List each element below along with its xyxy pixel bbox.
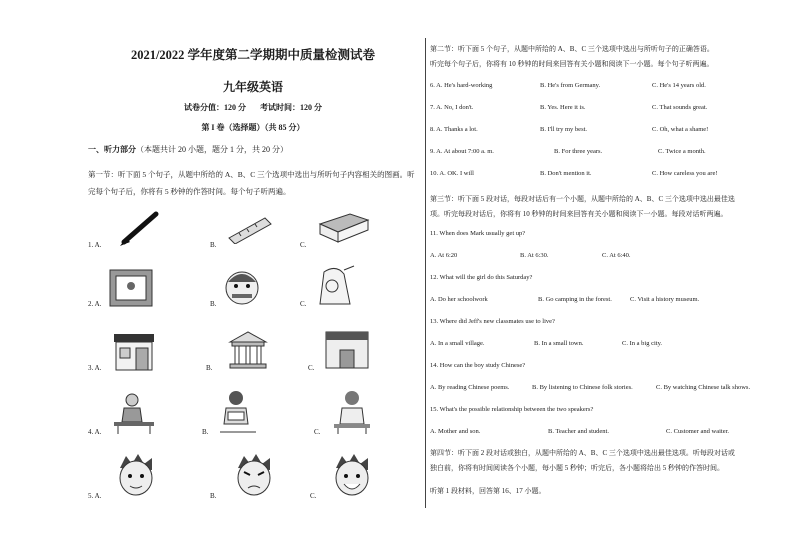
- q9-option-b: B. For three years.: [554, 148, 603, 155]
- question-label: 1. A.: [88, 241, 102, 249]
- q13-option-c: C. In a big city.: [622, 340, 663, 347]
- q13-stem: 13. Where did Jeff's new classmates use to live?: [430, 318, 555, 325]
- q11-option-b: B. At 6:30.: [520, 252, 549, 259]
- boy-face-angry-icon: [230, 452, 280, 500]
- q15-option-c: C. Customer and waiter.: [666, 428, 730, 435]
- q11-stem: 11. When does Mark usually get up?: [430, 230, 526, 237]
- bookstore-icon: [112, 330, 156, 372]
- boy-face-happy-icon: [328, 452, 378, 500]
- question-label: 5. A.: [88, 492, 102, 500]
- girl-sitting-icon: [326, 388, 376, 436]
- eraser-icon: [316, 210, 372, 244]
- q14-option-b: B. By listening to Chinese folk stories.: [532, 384, 633, 391]
- q14-stem: 14. How can the boy study Chinese?: [430, 362, 526, 369]
- question-row: [88, 214, 418, 264]
- part1-instructions: 第一节：听下面 5 个句子，从题中所给的 A、B、C 三个选项中选出与所听句子内容相关的图画。听完每个句子后，你将有 5 秒钟的作答时间。每个句子听两遍。: [88, 170, 415, 196]
- q12-option-b: B. Go camping in the forest.: [538, 296, 612, 303]
- column-divider: [425, 38, 426, 508]
- girl-reading-icon: [214, 388, 264, 436]
- part3-instructions-line2: 项。听完每段对话后，你将有 10 秒钟的时间来回答有关小题和阅读下一小题。每段对话听两遍。: [430, 210, 728, 218]
- q6-option-b: B. He's from Germany.: [540, 82, 601, 89]
- question-label: 3. A.: [88, 364, 102, 372]
- q9-option-a: 9. A. At about 7:00 a. m.: [430, 148, 494, 155]
- q6-option-c: C. He's 14 years old.: [652, 82, 706, 89]
- option-b-label: B.: [210, 300, 217, 308]
- exam-meta: [88, 102, 418, 113]
- option-c-label: C.: [314, 428, 321, 436]
- option-b-label: B.: [202, 428, 209, 436]
- q6-option-a: 6. A. He's hard-working: [430, 82, 493, 89]
- section-title: 一、听力部分: [88, 145, 136, 154]
- part4-instructions-line1: 第四节：听下面 2 段对话或独白，从题中所给的 A、B、C 三个选项中选出最佳选项。听每段对话或: [430, 449, 735, 457]
- ruler-icon: [225, 216, 275, 244]
- q15-stem: 15. What's the possible relationship between the two speakers?: [430, 406, 594, 413]
- q12-option-a: A. Do her schoolwork: [430, 296, 488, 303]
- pen-icon: [116, 208, 164, 248]
- question-row: [88, 388, 418, 438]
- q12-option-c: C. Visit a history museum.: [630, 296, 700, 303]
- option-c-label: C.: [310, 492, 317, 500]
- part2-instructions-line2: 听完每个句子后，你将有 10 秒钟的时间来回答有关小题和阅读下一小题。每个句子听两遍。: [430, 60, 714, 68]
- q7-option-a: 7. A. No, I don't.: [430, 104, 474, 111]
- q8-option-b: B. I'll try my best.: [540, 126, 588, 133]
- score-label: 试卷分值：120 分: [184, 103, 246, 112]
- question-label: 4. A.: [88, 428, 102, 436]
- boy-desk-icon: [110, 390, 158, 436]
- listening-section-heading: [88, 144, 288, 155]
- option-b-label: B.: [206, 364, 213, 372]
- part4-material: 听第 1 段材料，回答第 16、17 小题。: [430, 487, 546, 495]
- part2-instructions-line1: 第二节：听下面 5 个句子，从题中所给的 A、B、C 三个选项中选出与所听句子的正确答语。: [430, 45, 714, 53]
- kitchen-icon: [314, 264, 358, 312]
- cinema-icon: [322, 326, 372, 372]
- tv-icon: [108, 268, 154, 310]
- exam-title: 2021/2022 学年度第二学期期中质量检测试卷: [130, 48, 376, 62]
- option-c-label: C.: [300, 300, 307, 308]
- q15-option-a: A. Mother and son.: [430, 428, 481, 435]
- bank-icon: [226, 328, 270, 372]
- volume-heading: 第 I 卷（选择题）（共 85 分）: [201, 123, 305, 132]
- section-note: （本题共计 20 小题，题分 1 分，共 20 分）: [136, 145, 288, 154]
- q7-option-c: C. That sounds great.: [652, 104, 708, 111]
- q10-option-b: B. Don't mention it.: [540, 170, 592, 177]
- question-row: [88, 326, 418, 376]
- part4-instructions-line2: 独白前，你将有时间阅读各个小题，每小题 5 秒钟；听完后，各小题将给出 5 秒钟的作答时间。: [430, 464, 724, 472]
- boy-face-icon: [112, 452, 162, 500]
- q11-option-c: C. At 6:40.: [602, 252, 631, 259]
- option-b-label: B.: [210, 492, 217, 500]
- q15-option-b: B. Teacher and student.: [548, 428, 609, 435]
- question-label: 2. A.: [88, 300, 102, 308]
- q10-option-c: C. How careless you are!: [652, 170, 718, 177]
- q7-option-b: B. Yes. Here it is.: [540, 104, 586, 111]
- q13-option-b: B. In a small town.: [534, 340, 584, 347]
- q14-option-a: A. By reading Chinese poems.: [430, 384, 510, 391]
- q10-option-a: 10. A. OK. I will: [430, 170, 474, 177]
- question-row: [88, 450, 418, 500]
- question-row: [88, 266, 418, 316]
- time-label: 考试时间：120 分: [260, 103, 322, 112]
- boy-eating-icon: [220, 266, 264, 312]
- q11-option-a: A. At 6:20: [430, 252, 458, 259]
- q12-stem: 12. What will the girl do this Saturday?: [430, 274, 533, 281]
- option-c-label: C.: [308, 364, 315, 372]
- q14-option-c: C. By watching Chinese talk shows.: [656, 384, 751, 391]
- q8-option-c: C. Oh, what a shame!: [652, 126, 709, 133]
- option-b-label: B.: [210, 241, 217, 249]
- q13-option-a: A. In a small village.: [430, 340, 485, 347]
- q9-option-c: C. Twice a month.: [658, 148, 706, 155]
- q8-option-a: 8. A. Thanks a lot.: [430, 126, 478, 133]
- option-c-label: C.: [300, 241, 307, 249]
- part3-instructions-line1: 第三节：听下面 5 段对话，每段对话后有一个小题，从题中所给的 A、B、C 三个选项中选出最佳选: [430, 195, 735, 203]
- exam-subtitle: 九年级英语: [222, 80, 283, 94]
